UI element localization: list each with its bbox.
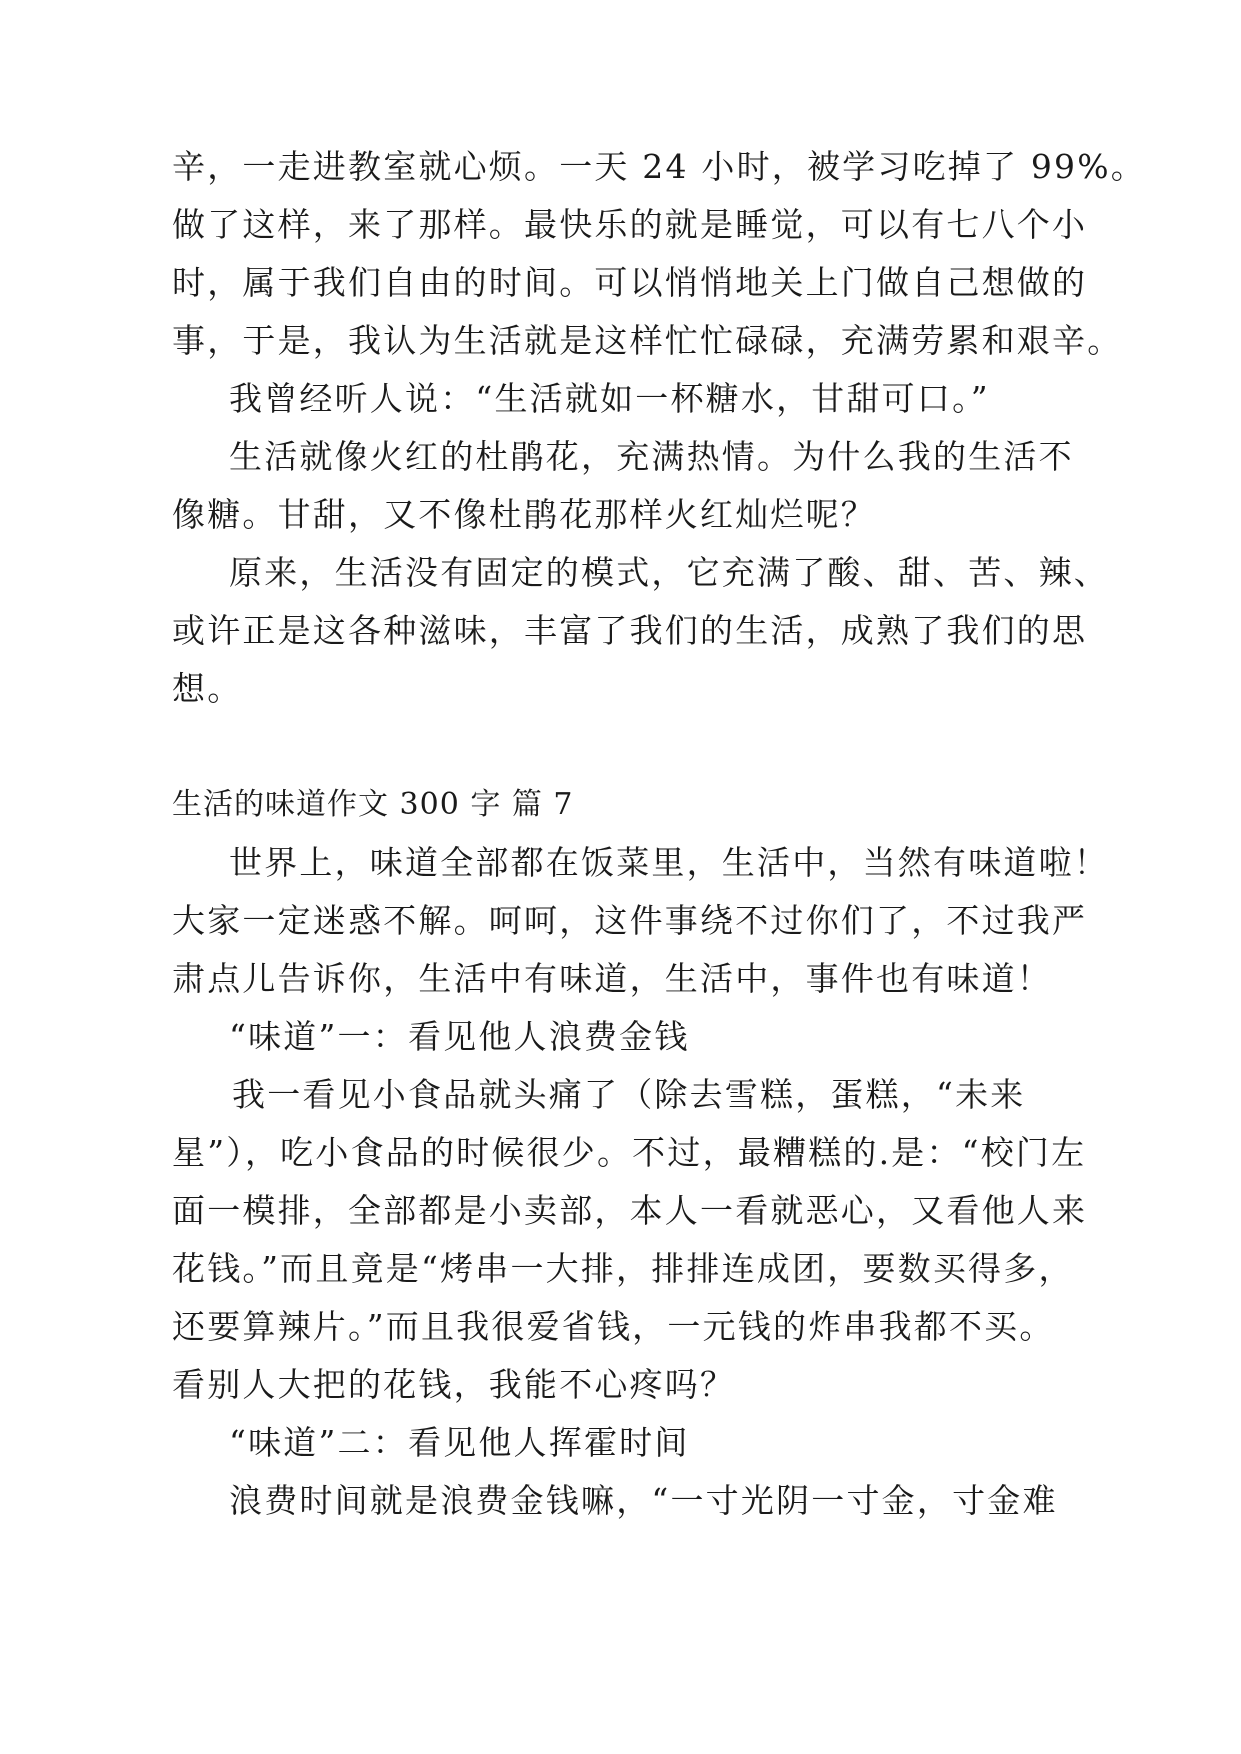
paragraph-line: 面一模排，全部都是小卖部，本人一看就恶心，又看他人来 xyxy=(172,1191,1088,1230)
paragraph-line: 做了这样，来了那样。最快乐的就是睡觉，可以有七八个小 xyxy=(172,205,1088,244)
paragraph-line: 我一看见小食品就头痛了（除去雪糕，蛋糕，“未来 xyxy=(232,1075,1026,1114)
paragraph-line: 世界上，味道全部都在饭菜里，生活中，当然有味道啦！ xyxy=(229,843,1109,882)
paragraph-line: 原来，生活没有固定的模式，它充满了酸、甜、苦、辣、 xyxy=(229,553,1109,592)
paragraph-line: 或许正是这各种滋味，丰富了我们的生活，成熟了我们的思 xyxy=(172,611,1088,650)
paragraph-line: 辛，一走进教室就心烦。一天 24 小时，被学习吃掉了 99%。 xyxy=(172,147,1147,186)
subheading-line: “味道”一：看见他人浪费金钱 xyxy=(229,1017,690,1056)
paragraph-line: 看别人大把的花钱，我能不心疼吗？ xyxy=(172,1365,736,1404)
paragraph-line: 我曾经听人说：“生活就如一杯糖水，甘甜可口。” xyxy=(229,379,990,418)
paragraph-line: 花钱。”而且竟是“烤串一大排，排排连成团，要数买得多， xyxy=(172,1249,1074,1288)
paragraph-line: 浪费时间就是浪费金钱嘛，“一寸光阴一寸金，寸金难 xyxy=(229,1481,1058,1520)
paragraph-line: 星”），吃小食品的时候很少。不过，最糟糕的.是：“校门左 xyxy=(172,1133,1087,1172)
paragraph-line: 大家一定迷惑不解。呵呵，这件事绕不过你们了，不过我严 xyxy=(172,901,1088,940)
subheading-line: “味道”二：看见他人挥霍时间 xyxy=(229,1423,690,1462)
paragraph-line: 还要算辣片。”而且我很爱省钱，一元钱的炸串我都不买。 xyxy=(172,1307,1055,1346)
paragraph-line: 事，于是，我认为生活就是这样忙忙碌碌，充满劳累和艰辛。 xyxy=(172,321,1123,360)
paragraph-line: 时，属于我们自由的时间。可以悄悄地关上门做自己想做的 xyxy=(172,263,1088,302)
paragraph-line: 像糖。甘甜，又不像杜鹃花那样火红灿烂呢？ xyxy=(172,495,876,534)
paragraph-line: 想。 xyxy=(172,669,243,708)
section-heading: 生活的味道作文 300 字 篇 7 xyxy=(172,787,574,822)
paragraph-line: 生活就像火红的杜鹃花，充满热情。为什么我的生活不 xyxy=(229,437,1074,476)
paragraph-line: 肃点儿告诉你，生活中有味道，生活中，事件也有味道！ xyxy=(172,959,1052,998)
